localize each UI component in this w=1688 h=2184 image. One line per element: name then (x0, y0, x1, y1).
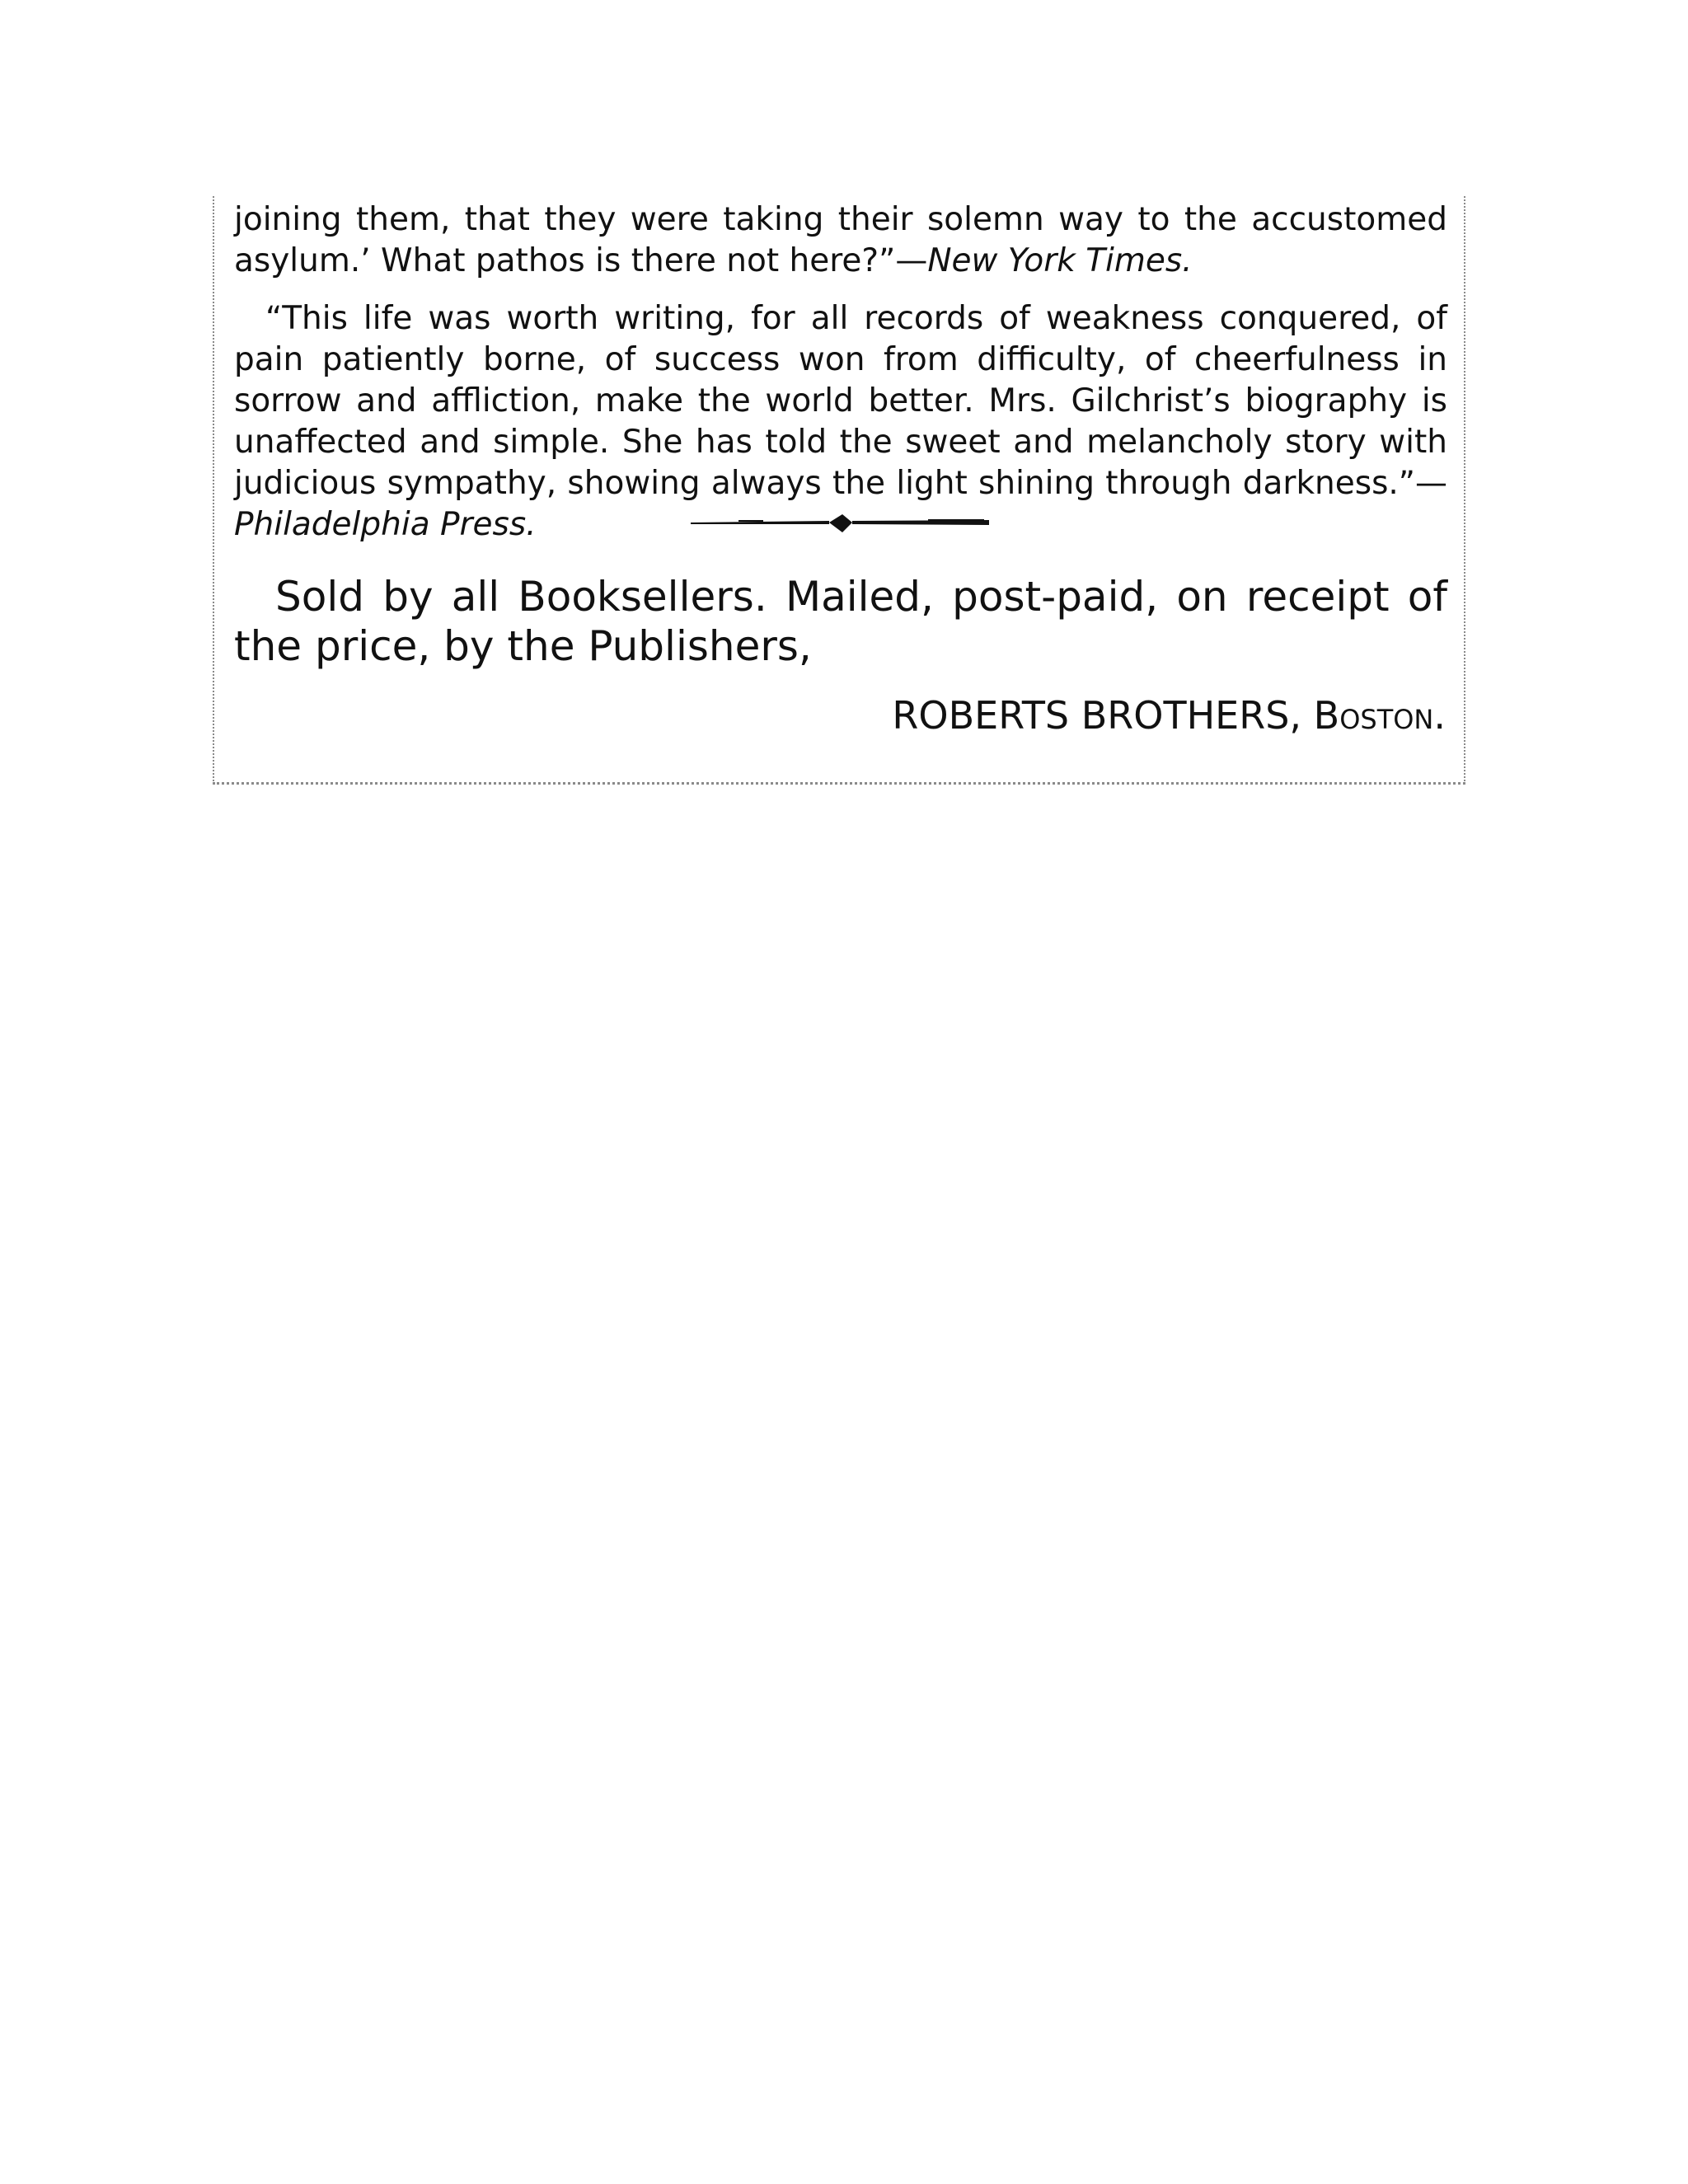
publisher-imprint (892, 691, 1446, 740)
review-philadelphia-press (234, 298, 1447, 546)
publisher-city: Boston (1313, 693, 1434, 738)
review-source: Philadelphia Press. (234, 506, 537, 543)
publisher-period: . (1433, 693, 1446, 738)
rule-diamond-ornament-icon (689, 509, 991, 536)
review-source: New York Times. (927, 242, 1193, 279)
advertisement-box (213, 196, 1465, 785)
review-new-york-times (234, 199, 1447, 282)
sale-notice: Sold by all Booksellers. Mailed, post-paid, on receipt of the price, by the Publishers, (234, 573, 1447, 670)
review-text: joining them, that they were taking their solemn way to the accustomed asylum.’ What pathos is there not here?”— (234, 201, 1447, 279)
review-text: “This life was worth writing, for all records of weakness conquered, of pain patiently borne, of success won from difficulty, of cheerfulness in sorrow and affliction, make the world better. Mrs. Gilchrist’s biography is unaffected and simple. She has told the sweet and melancholy story with judicious sympathy, showing always the light shining through darkness.”— (234, 300, 1447, 502)
publisher-name: ROBERTS BROTHERS, (892, 693, 1314, 738)
